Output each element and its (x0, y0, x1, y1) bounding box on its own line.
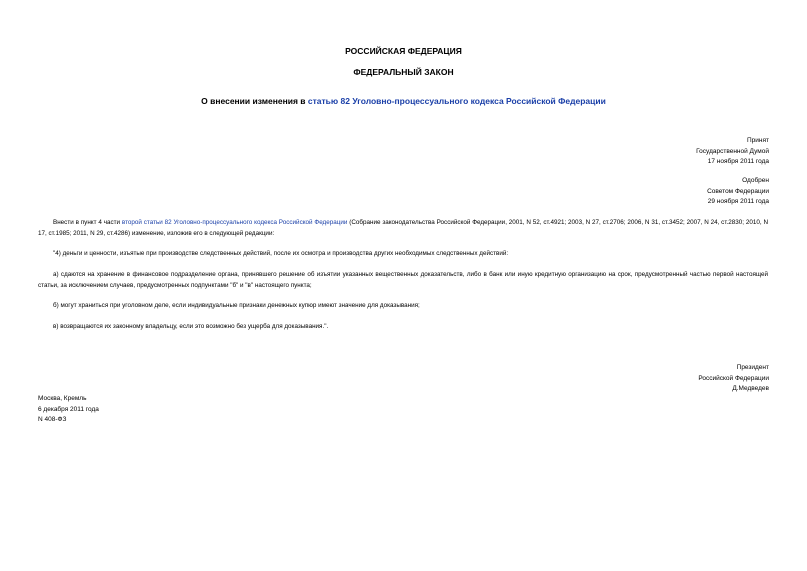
law-title (0, 96, 807, 106)
accepted-label: Принят (746, 137, 769, 144)
signature-name: Д.Медведев (732, 385, 769, 392)
approved-date: 29 ноября 2011 года (707, 198, 769, 205)
p4-text: б) могут храниться при уголовном деле, если индивидуальные признаки денежных купюр имеют значение для доказывания; (53, 302, 420, 309)
country-heading: РОССИЙСКАЯ ФЕДЕРАЦИЯ (345, 46, 462, 56)
accepted-block (696, 136, 769, 168)
p2-text: "4) деньги и ценности, изъятые при производстве следственных действий, после их осмотра и производства других необходимых следственных действий: (53, 250, 509, 257)
law-title-prefix: О внесении изменения в (201, 96, 308, 106)
article-link[interactable]: второй статьи 82 Уголовно-процессуального кодекса Российской Федерации (121, 219, 348, 226)
approved-label: Одобрен (742, 177, 769, 184)
p1-prefix: Внести в пункт 4 части (53, 219, 122, 226)
approved-body: Советом Федерации (707, 187, 769, 195)
approved-block (707, 176, 769, 208)
footer-date: 6 декабря 2011 года (38, 405, 99, 413)
footer-number: N 408-ФЗ (38, 416, 67, 423)
paragraph-item-a (38, 270, 768, 291)
signature-title: Президент (736, 364, 769, 371)
accepted-date: 17 ноября 2011 года (707, 158, 769, 165)
p5-text: в) возвращаются их законному владельцу, если это возможно без ущерба для доказывания.". (53, 323, 329, 330)
p3-text: а) сдаются на хранение в финансовое подразделение органа, принявшего решение об изъятии указанных вещественных доказательств, либо в банк или иную кредитную организацию на срок, предусмотренный частью первой настоящей статьи, за исключением случаев, предусмотренных подпунктами "б" и "в" настоящего пункта; (38, 271, 768, 289)
paragraph-item-v (38, 322, 768, 333)
paragraph-item-b (38, 301, 768, 312)
paragraph-amendment (38, 218, 768, 239)
signature-country: Российской Федерации (698, 374, 769, 382)
footer-block (38, 394, 99, 426)
signature-block (698, 363, 769, 395)
footer-place: Москва, Кремль (38, 395, 87, 402)
paragraph-item-4 (38, 249, 768, 260)
accepted-body: Государственной Думой (696, 147, 769, 155)
p1-suffix: (Собрание законодательства Российской Федерации, 2001, N 52, ст.4921; 2003, N 27, ст.2706; 2006, N 31, ст.3452; 2007, N 24, ст.2830; 2010, N 17, ст.1985; 2011, N 29, ст.4286) изменение, изложив его в следующей редакции: (38, 219, 769, 237)
law-title-link[interactable]: статью 82 Уголовно-процессуального кодекса Российской Федерации (307, 96, 606, 106)
doc-type-heading: ФЕДЕРАЛЬНЫЙ ЗАКОН (353, 67, 454, 77)
